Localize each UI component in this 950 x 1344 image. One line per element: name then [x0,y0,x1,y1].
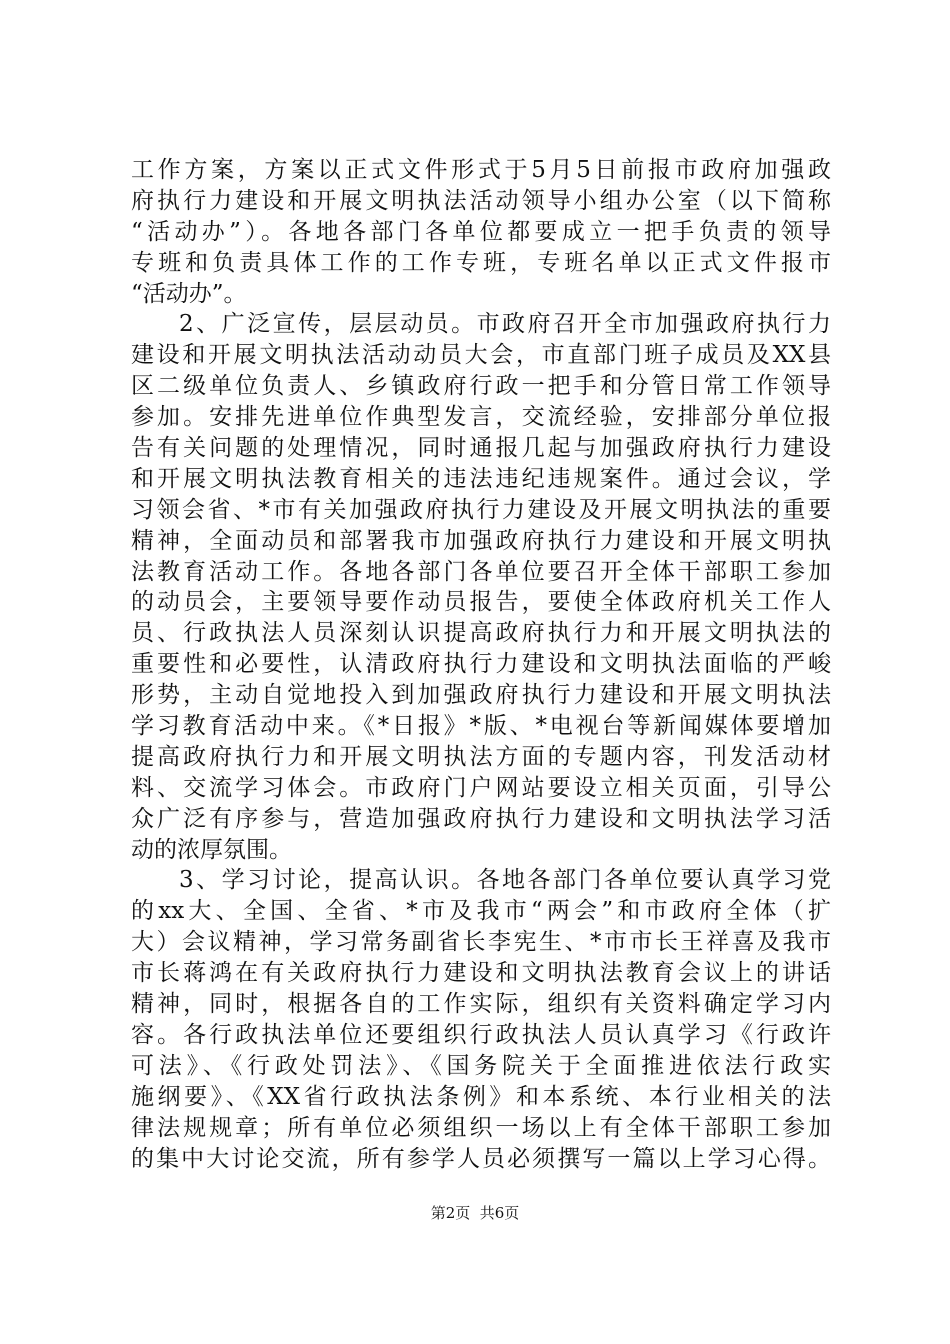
text-line: 大）会议精神，学习常务副省长李宪生、*市市长王祥喜及我市 [131,929,831,956]
text-line: 市长蒋鸿在有关政府执行力建设和文明执法教育会议上的讲话 [131,960,831,987]
text-line: 和开展文明执法教育相关的违法违纪违规案件。通过会议，学 [131,465,831,492]
text-line: 府执行力建设和开展文明执法活动领导小组办公室（以下简称 [131,187,831,214]
text-line: 律法规规章；所有单位必须组织一场以上有全体干部职工参加 [131,1114,831,1141]
text-line: 精神，全面动员和部署我市加强政府执行力建设和开展文明执 [131,527,831,554]
text-line: “活动办”）。各地各部门各单位都要成立一把手负责的领导 [131,218,831,245]
text-line: 建设和开展文明执法活动动员大会，市直部门班子成员及XX县 [131,342,831,369]
text-line: 2、广泛宣传，层层动员。市政府召开全市加强政府执行力 [179,311,831,338]
text-line: 提高政府执行力和开展文明执法方面的专题内容，刊发活动材 [131,743,831,770]
text-line: 动的浓厚氛围。 [131,836,292,863]
text-line: 众广泛有序参与，营造加强政府执行力建设和文明执法学习活 [131,805,831,832]
text-line: 法教育活动工作。各地各部门各单位要召开全体干部职工参加 [131,558,831,585]
text-line: 的集中大讨论交流，所有参学人员必须撰写一篇以上学习心得。 [131,1145,831,1172]
text-line: 的xx大、全国、全省、*市及我市“两会”和市政府全体（扩 [131,898,831,925]
text-line: 3、学习讨论，提高认识。各地各部门各单位要认真学习党 [179,867,831,894]
text-line: 工作方案，方案以正式文件形式于5月5日前报市政府加强政 [131,157,831,183]
text-line: 施纲要》、《XX省行政执法条例》和本系统、本行业相关的法 [131,1083,831,1110]
text-line: 区二级单位负责人、乡镇政府行政一把手和分管日常工作领导 [131,373,831,400]
document-body [131,155,831,1174]
text-line: 学习教育活动中来。《*日报》*版、*电视台等新闻媒体要增加 [131,713,831,740]
text-line: 专班和负责具体工作的工作专班，专班名单以正式文件报市 [131,249,831,276]
page-footer: 第2页 共6页 [430,1204,520,1222]
text-line: 料、交流学习体会。市政府门户网站要设立相关页面，引导公 [131,774,831,801]
text-line: 形势，主动自觉地投入到加强政府执行力建设和开展文明执法 [131,682,831,709]
text-line: 参加。安排先进单位作典型发言，交流经验，安排部分单位报 [131,404,831,431]
text-line: 员、行政执法人员深刻认识提高政府执行力和开展文明执法的 [131,620,831,647]
text-line: “活动办”。 [131,280,247,307]
text-line: 重要性和必要性，认清政府执行力建设和文明执法面临的严峻 [131,651,831,678]
text-line: 告有关问题的处理情况，同时通报几起与加强政府执行力建设 [131,435,831,462]
text-line: 可法》、《行政处罚法》、《国务院关于全面推进依法行政实 [131,1052,831,1079]
text-line: 的动员会，主要领导要作动员报告，要使全体政府机关工作人 [131,589,831,616]
text-line: 精神，同时，根据各自的工作实际，组织有关资料确定学习内 [131,991,831,1018]
text-line: 习领会省、*市有关加强政府执行力建设及开展文明执法的重要 [131,496,831,523]
text-line: 容。各行政执法单位还要组织行政执法人员认真学习《行政许 [131,1021,831,1048]
